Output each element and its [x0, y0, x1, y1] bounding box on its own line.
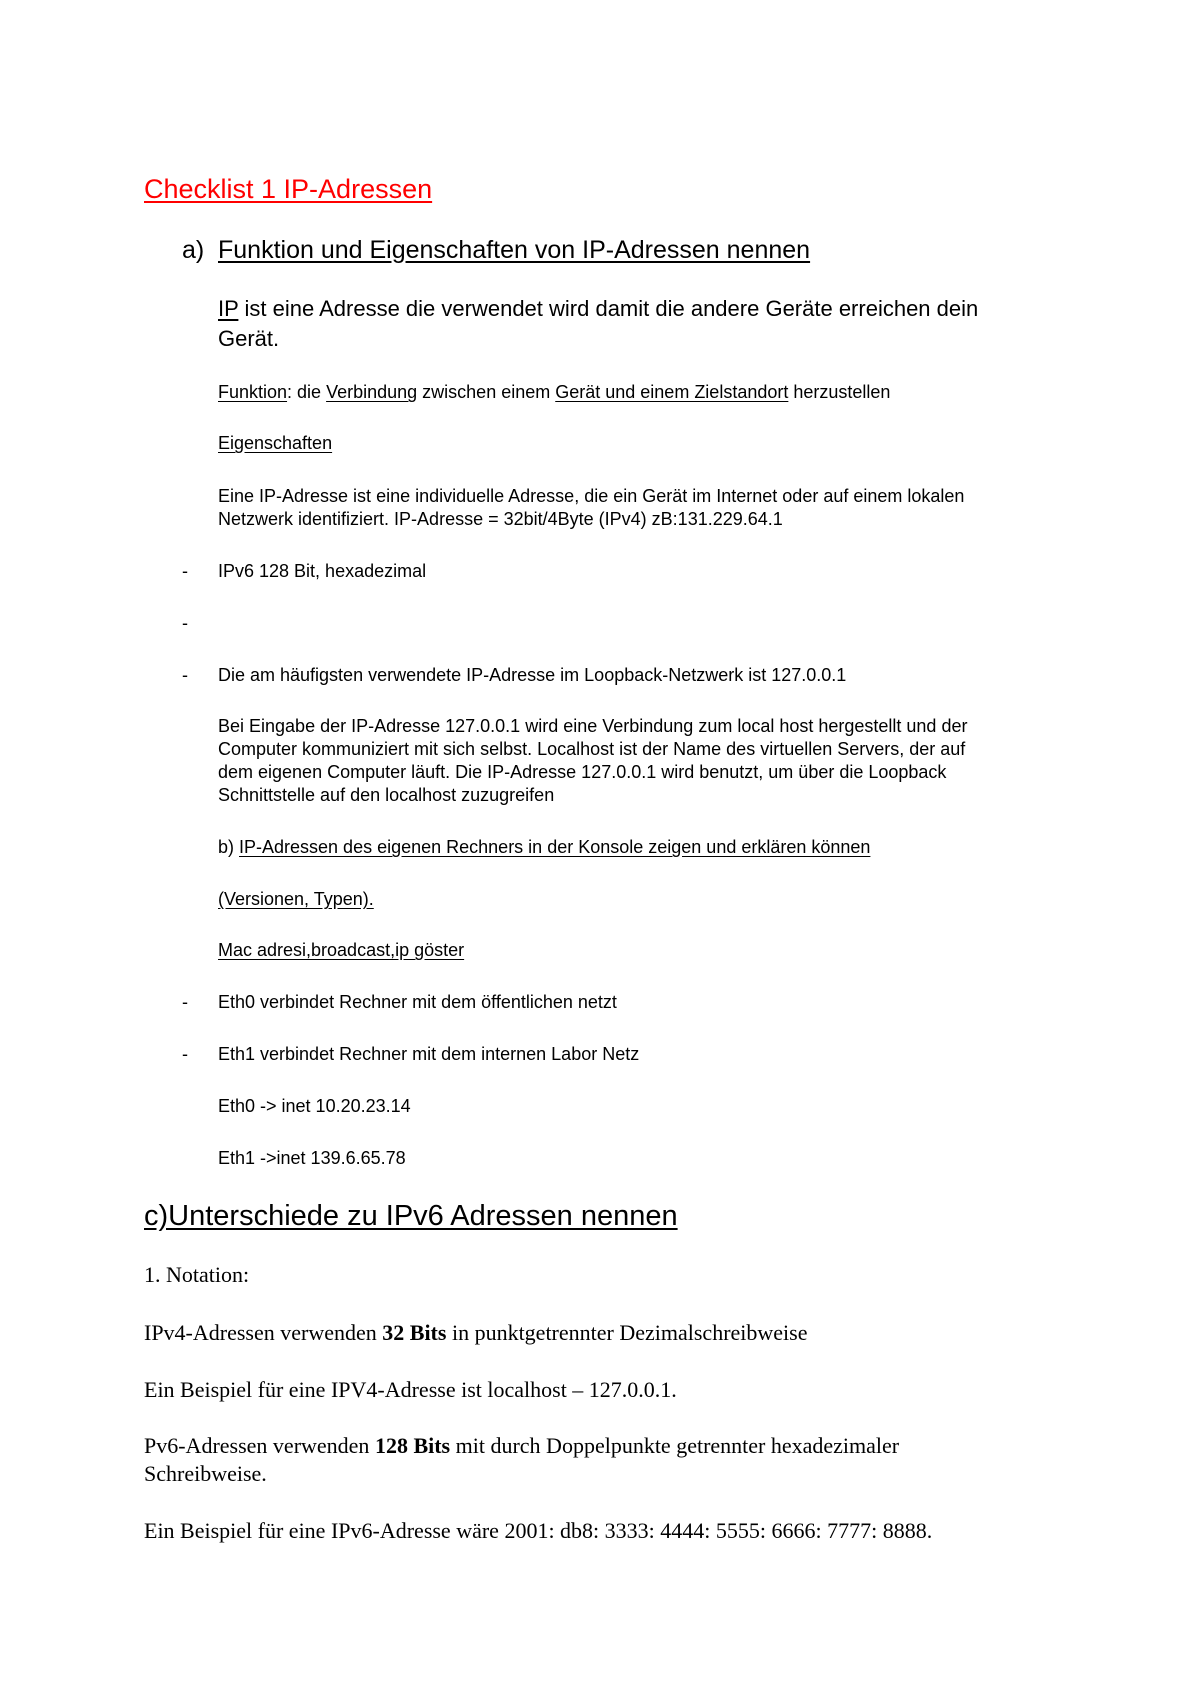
bullet-eth0: Eth0 verbindet Rechner mit dem öffentlichen netzt: [218, 992, 617, 1012]
notation-heading: 1. Notation:: [144, 1262, 250, 1287]
bullet-dash-ipv6: -: [182, 561, 188, 581]
ipv4-pre: IPv4-Adressen verwenden: [144, 1320, 383, 1345]
section-b-line: [218, 837, 870, 858]
bullet-dash-empty: -: [182, 613, 188, 633]
ipv4-line: [144, 1320, 808, 1346]
eigenschaften-line-2: Netzwerk identifiziert. IP-Adresse = 32bit/4Byte (IPv4) zB:131.229.64.1: [218, 509, 783, 529]
bullet-dash-eth0: -: [182, 992, 188, 1012]
section-b-sub: (Versionen, Typen).: [218, 889, 374, 909]
funktion-text-1: : die: [287, 382, 327, 402]
funktion-text-3: herzustellen: [788, 382, 891, 402]
bullet-dash-eth1: -: [182, 1044, 188, 1064]
funktion-text-2: zwischen einem: [417, 382, 556, 402]
eigenschaften-label: Eigenschaften: [218, 433, 333, 453]
intro-line-1: [218, 296, 978, 322]
funktion-underlined-2: Gerät und einem Zielstandort: [555, 382, 789, 402]
page-title: Checklist 1 IP-Adressen: [144, 174, 433, 204]
eigenschaften-line-1: Eine IP-Adresse ist eine individuelle Adresse, die ein Gerät im Internet oder auf einem lokalen: [218, 486, 965, 506]
intro-line-2: Gerät.: [218, 326, 280, 351]
ipv6-post: mit durch Doppelpunkte getrennter hexadezimaler: [450, 1433, 900, 1458]
bullet-dash-loopback: -: [182, 665, 188, 685]
bullet-loopback: Die am häufigsten verwendete IP-Adresse im Loopback-Netzwerk ist 127.0.0.1: [218, 665, 847, 685]
mac-line: Mac adresi,broadcast,ip göster: [218, 940, 465, 960]
loopback-line-1: Bei Eingabe der IP-Adresse 127.0.0.1 wird eine Verbindung zum local host hergestellt und der: [218, 716, 968, 736]
bullet-eth1: Eth1 verbindet Rechner mit dem internen Labor Netz: [218, 1044, 640, 1064]
funktion-line: [218, 382, 890, 403]
section-b-marker: b): [218, 837, 240, 857]
section-a-marker: a): [182, 236, 205, 264]
loopback-line-3: dem eigenen Computer läuft. Die IP-Adresse 127.0.0.1 wird benutzt, um über die Loopback: [218, 762, 947, 782]
loopback-line-4: Schnittstelle auf den localhost zuzugreifen: [218, 785, 555, 805]
ipv6-example: Ein Beispiel für eine IPv6-Adresse wäre 2001: db8: 3333: 4444: 5555: 6666: 7777: 8888.: [144, 1518, 933, 1543]
ipv4-post: in punktgetrennter Dezimalschreibweise: [446, 1320, 808, 1345]
ipv6-line-2: Schreibweise.: [144, 1461, 267, 1486]
ipv6-line: [144, 1433, 899, 1459]
loopback-line-2: Computer kommuniziert mit sich selbst. Localhost ist der Name des virtuellen Servers, der auf: [218, 739, 966, 759]
ipv4-bits: 32 Bits: [382, 1320, 447, 1345]
ipv6-pre: Pv6-Adressen verwenden: [144, 1433, 375, 1458]
section-b-heading: IP-Adressen des eigenen Rechners in der Konsole zeigen und erklären können: [239, 837, 871, 857]
ipv6-bits: 128 Bits: [374, 1433, 451, 1458]
funktion-underlined-1: Verbindung: [326, 382, 418, 402]
bullet-ipv6: IPv6 128 Bit, hexadezimal: [218, 561, 427, 581]
ipv4-example: Ein Beispiel für eine IPV4-Adresse ist localhost – 127.0.0.1.: [144, 1377, 677, 1402]
eth0-inet: Eth0 -> inet 10.20.23.14: [218, 1096, 411, 1116]
funktion-label: Funktion: [218, 382, 288, 402]
ip-term: IP: [218, 296, 239, 321]
section-c-heading: c)Unterschiede zu IPv6 Adressen nennen: [144, 1200, 678, 1232]
section-a-heading: Funktion und Eigenschaften von IP-Adressen nennen: [218, 236, 811, 264]
eth1-inet: Eth1 ->inet 139.6.65.78: [218, 1148, 406, 1168]
intro-line-1-rest: ist eine Adresse die verwendet wird damit die andere Geräte erreichen dein: [238, 296, 979, 321]
